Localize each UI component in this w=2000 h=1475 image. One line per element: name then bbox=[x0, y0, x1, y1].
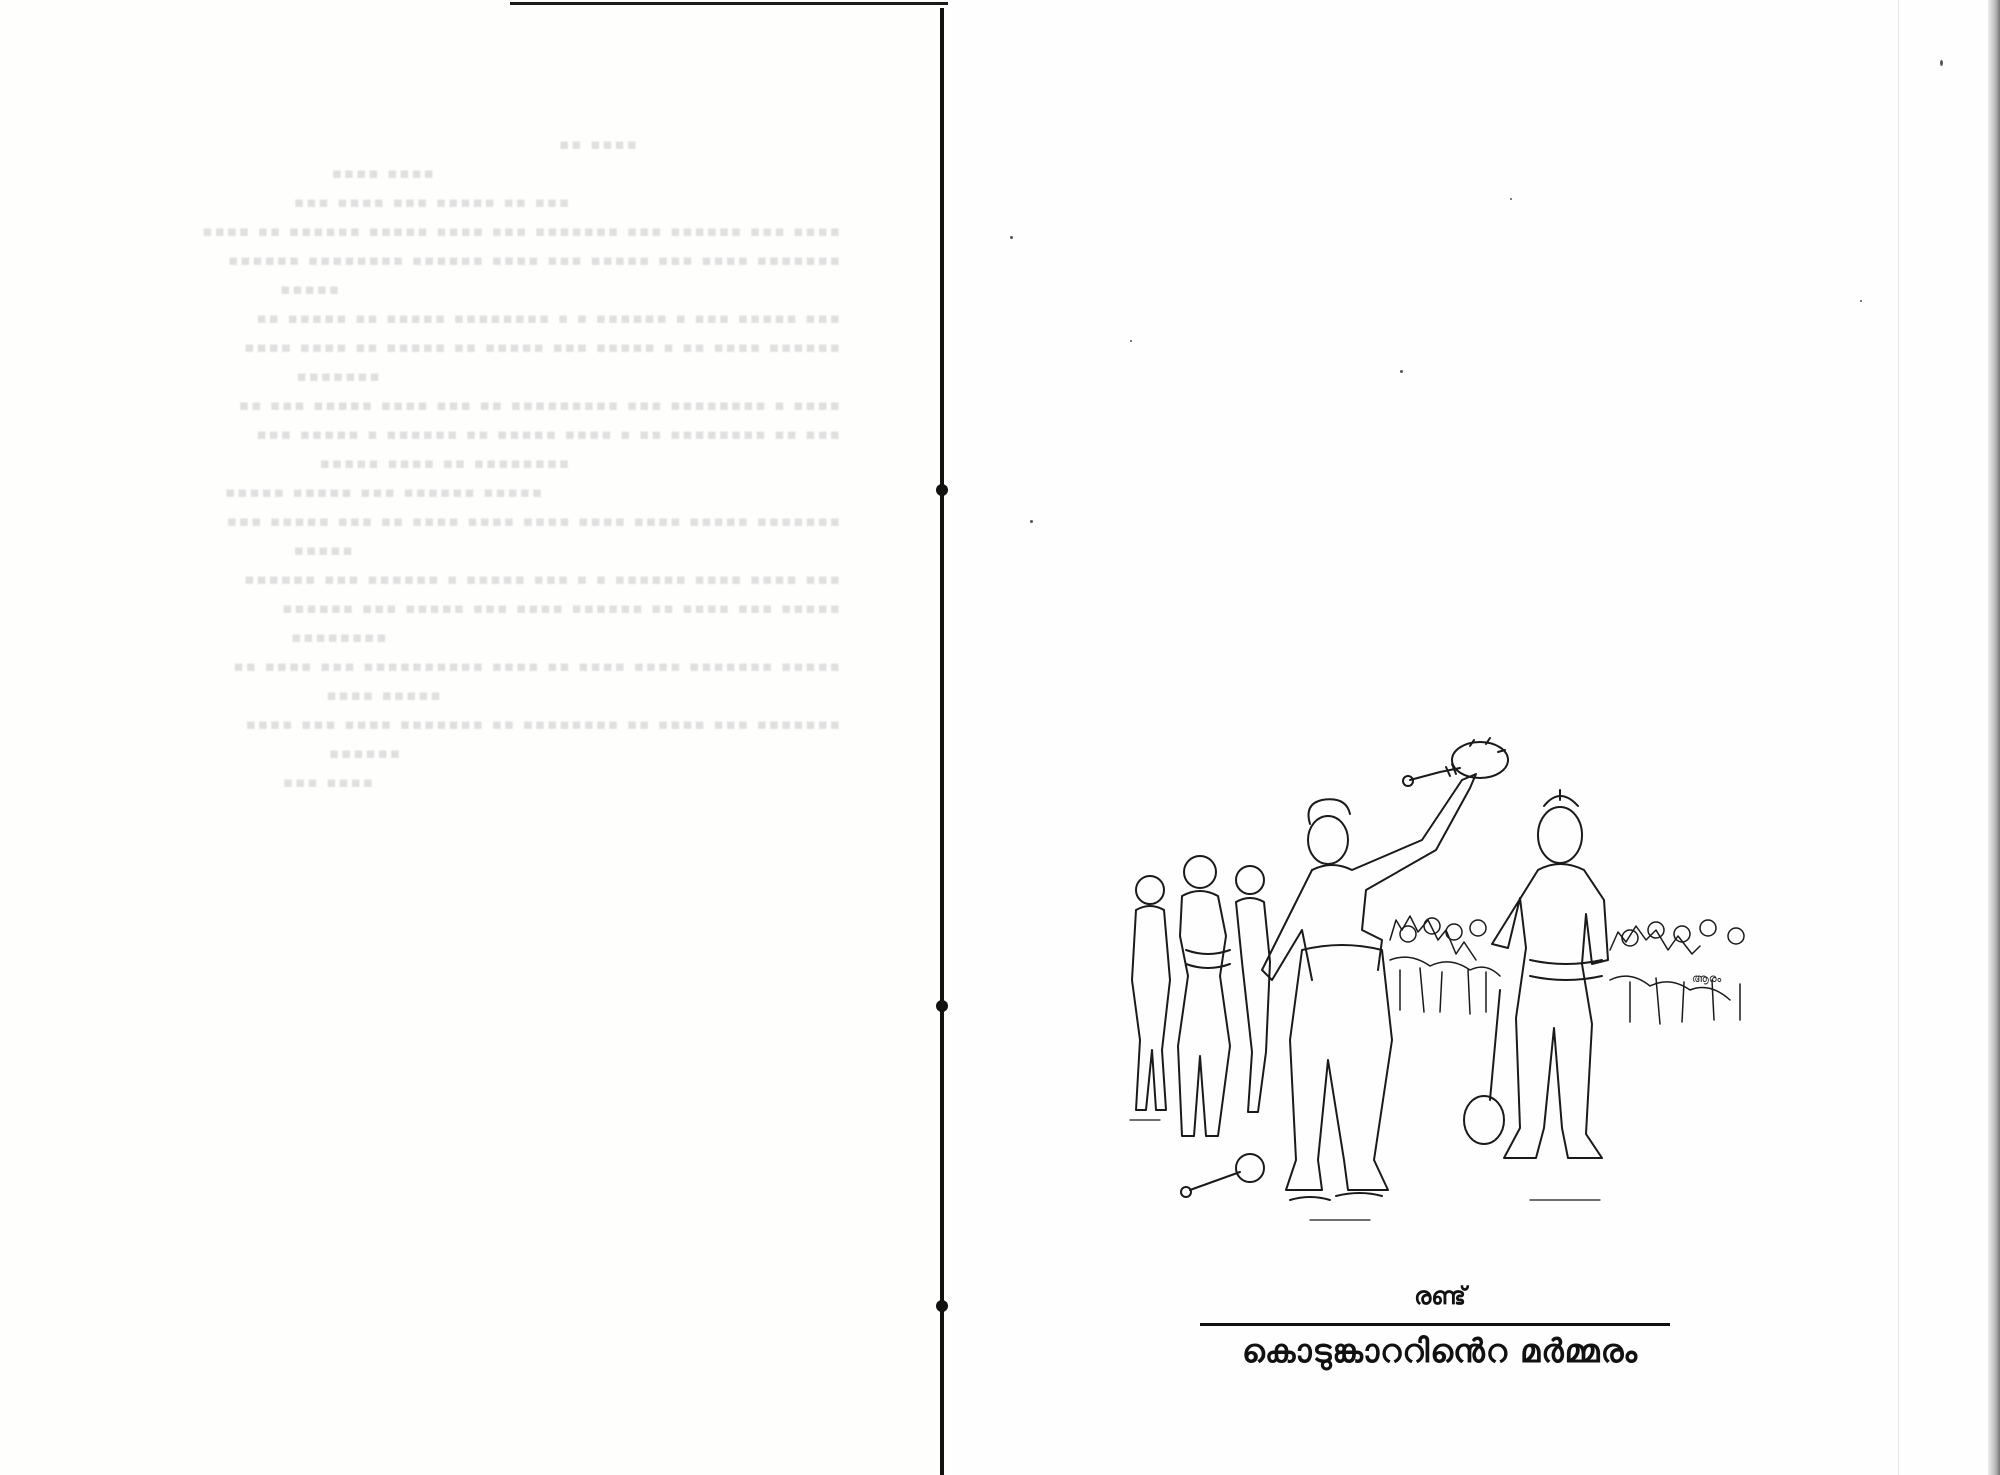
left-figures-drawing bbox=[1132, 856, 1270, 1136]
ground-marks-drawing bbox=[1130, 1120, 1600, 1220]
left-page bbox=[0, 0, 940, 1475]
binding-staple bbox=[936, 484, 948, 496]
chapter-number: രണ്ട് bbox=[1414, 1282, 1466, 1310]
scan-speck bbox=[1010, 236, 1013, 239]
ground-mace-drawing bbox=[1181, 1154, 1264, 1197]
page-edge-shadow bbox=[1988, 0, 2000, 1475]
scan-speck bbox=[1510, 198, 1512, 200]
book-gutter bbox=[940, 8, 944, 1475]
scan-speck bbox=[1400, 370, 1403, 373]
chapter-divider bbox=[1200, 1323, 1670, 1326]
chapter-title: കൊടുങ്കാററിൻെറ മർമ്മരം bbox=[1242, 1332, 1638, 1370]
flying-mace-drawing bbox=[1403, 738, 1508, 786]
chapter-illustration bbox=[1090, 720, 1790, 1260]
bleed-through-text: ▪▪▪▪ ▪▪ ▪▪▪▪ ▪▪▪▪ ▪▪▪ ▪▪ ▪▪▪▪▪ ▪▪▪ ▪▪▪▪ ▪▪▪ ▪▪▪▪ ▪▪▪ ▪▪▪▪▪▪ ▪▪▪ ▪▪▪▪▪▪▪ ▪▪▪ ▪▪▪▪ ▪▪▪▪▪ ▪▪▪▪▪▪ ▪▪ ▪▪▪▪ ▪▪▪▪▪▪▪ ▪▪▪▪ ▪▪▪ ▪▪▪▪▪ ▪▪▪ ▪▪▪▪ ▪▪▪▪▪▪ ▪▪▪▪▪▪▪▪ ▪▪▪▪▪▪ ▪▪▪▪▪ ▪▪▪ ▪▪▪▪▪ ▪▪▪ ▪ ▪▪▪▪▪▪ ▪ ▪ ▪▪▪▪▪▪▪▪ ▪▪▪▪▪ ▪▪ ▪▪▪▪▪ ▪▪ ▪▪▪▪▪▪ ▪▪▪▪ ▪▪ ▪ ▪▪▪▪▪ ▪▪▪ ▪▪▪▪▪ ▪▪ ▪▪▪▪▪ ▪▪ ▪▪▪▪ ▪▪▪▪ ▪▪▪▪▪▪▪ ▪▪▪▪ ▪ ▪▪▪▪▪▪▪▪ ▪▪▪ ▪▪▪▪▪▪▪▪▪ ▪▪ ▪▪▪ ▪▪▪▪ ▪▪▪▪▪ ▪▪▪ ▪▪ ▪▪▪ ▪▪ ▪▪▪▪▪▪▪▪ ▪▪ ▪ ▪▪▪▪ ▪▪▪▪▪ ▪▪ ▪▪▪▪▪▪ ▪ ▪▪▪▪▪ ▪▪▪ ▪▪▪▪▪▪▪▪ ▪▪ ▪▪▪▪ ▪▪▪▪▪ ▪▪▪▪▪ ▪▪▪▪▪▪ ▪▪▪ ▪▪▪▪▪ ▪▪▪▪▪ ▪▪▪▪▪▪▪ ▪▪▪▪▪ ▪▪▪▪ ▪▪▪▪ ▪▪▪▪ ▪▪▪▪ ▪▪▪▪ ▪▪ ▪▪▪ ▪▪▪▪▪ ▪▪▪ ▪▪▪▪▪ ▪▪▪ ▪▪▪▪ ▪▪▪▪ ▪▪▪▪▪▪ ▪ ▪ ▪▪▪ ▪▪▪▪▪ ▪ ▪▪▪▪▪▪ ▪▪▪ ▪▪▪▪▪▪ ▪▪▪▪▪ ▪▪▪ ▪▪▪▪ ▪▪ ▪▪▪▪▪▪ ▪▪▪▪ ▪▪▪ ▪▪▪▪▪ ▪▪▪ ▪▪▪▪▪▪ ▪▪▪▪▪▪▪▪ ▪▪▪▪▪ ▪▪▪▪▪▪▪ ▪▪▪▪ ▪▪▪▪ ▪▪ ▪▪▪▪ ▪▪▪▪▪▪▪▪▪▪ ▪▪▪ ▪▪▪▪ ▪▪ ▪▪▪▪▪ ▪▪▪▪ ▪▪▪▪▪▪▪ ▪▪▪ ▪▪▪▪ ▪▪ ▪▪▪▪▪▪▪▪ ▪▪ ▪▪▪▪▪▪▪ ▪▪▪▪ ▪▪▪ ▪▪▪▪ ▪▪▪▪▪▪ ▪▪▪▪ ▪▪▪ bbox=[200, 135, 840, 791]
scan-speck bbox=[1030, 520, 1033, 523]
central-warrior-drawing bbox=[1262, 774, 1476, 1200]
scan-speck bbox=[1940, 60, 1943, 66]
scan-speck bbox=[1130, 340, 1132, 342]
artist-signature: ആരം bbox=[1692, 972, 1722, 985]
page-edge-line bbox=[1898, 0, 1899, 1475]
crowd-drawing bbox=[1390, 916, 1744, 1024]
scan-speck bbox=[1860, 300, 1862, 302]
binding-staple bbox=[936, 1300, 948, 1312]
binding-staple bbox=[936, 1000, 948, 1012]
